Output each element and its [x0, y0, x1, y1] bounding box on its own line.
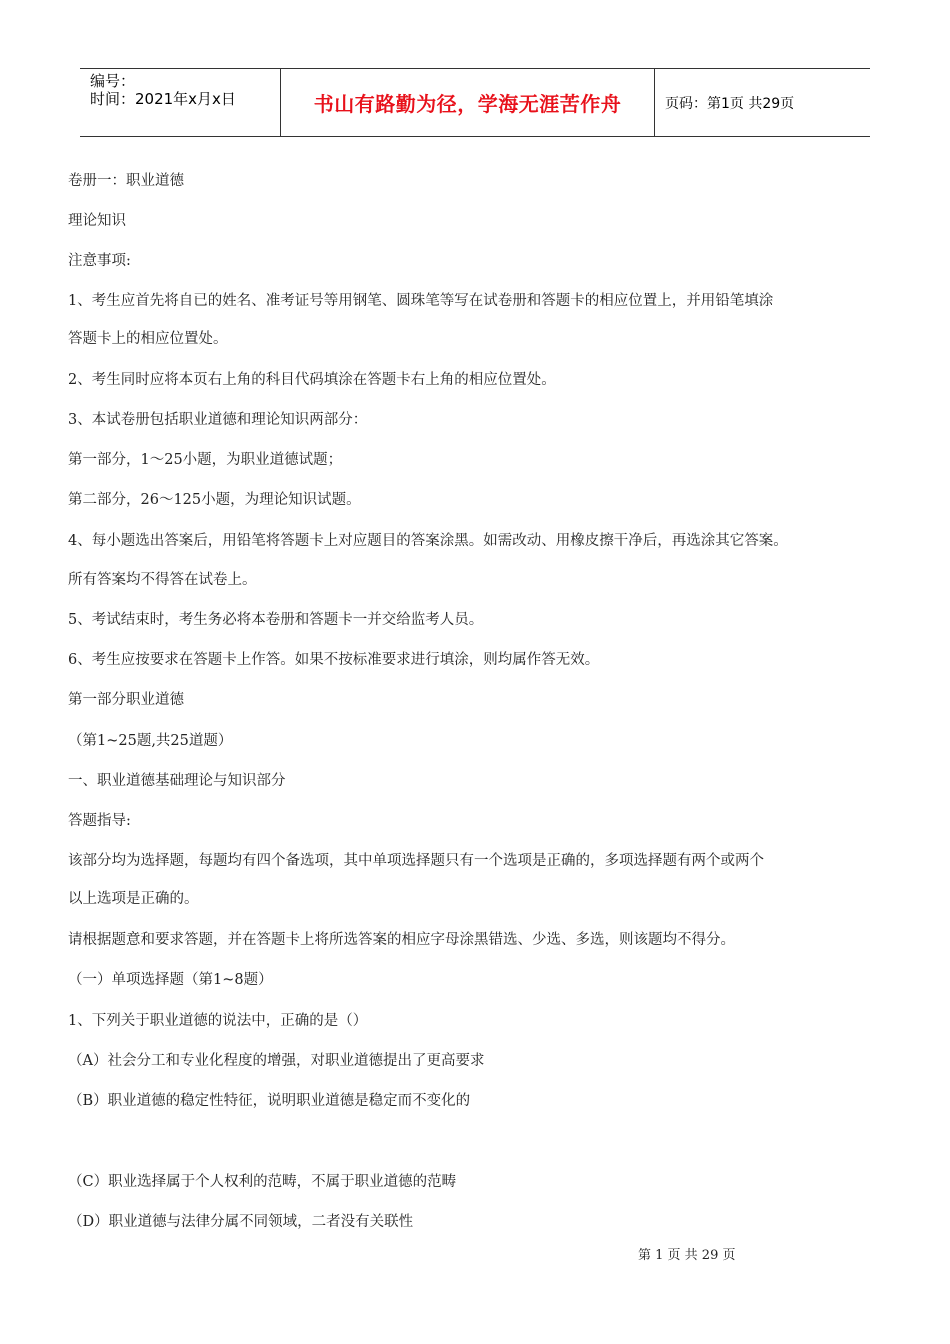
- header-motto: 书山有路勤为径，学海无涯苦作舟: [281, 69, 655, 136]
- header-meta: [80, 69, 281, 136]
- section-title: 理论知识: [68, 213, 126, 229]
- number-label: 编号：: [90, 72, 136, 90]
- notice-item-1: 1、考生应首先将自已的姓名、准考证号等用钢笔、圆珠笔等写在试卷册和答题卡的相应位置上，并用铅笔填涂: [68, 293, 774, 309]
- volume-title: 卷册一：职业道德: [68, 173, 184, 189]
- question-1: 1、下列关于职业道德的说法中，正确的是（）: [68, 1013, 368, 1029]
- header-page-label: 页码：第1页 共29页: [665, 95, 795, 112]
- question-1-option-b: （B）职业道德的稳定性特征，说明职业道德是稳定而不变化的: [68, 1093, 471, 1109]
- notice-item-2: 2、考生同时应将本页右上角的科目代码填涂在答题卡右上角的相应位置处。: [68, 372, 556, 388]
- part-one-subheading: （第1~25题,共25道题）: [68, 733, 233, 749]
- notice-item-4: 4、每小题选出答案后，用铅笔将答题卡上对应题目的答案涂黑。如需改动、用橡皮擦干净后，再选涂其它答案。: [68, 533, 788, 549]
- question-1-option-d: （D）职业道德与法律分属不同领域，二者没有关联性: [68, 1214, 414, 1230]
- date-label: 时间：2021年x月x日: [90, 90, 236, 108]
- question-1-option-c: （C）职业选择属于个人权利的范畴，不属于职业道德的范畴: [68, 1174, 457, 1190]
- page-footer: 第 1 页 共 29 页: [638, 1248, 736, 1263]
- page-header: [80, 68, 870, 137]
- notice-item-4-cont: 所有答案均不得答在试卷上。: [68, 572, 257, 588]
- guidance-heading: 答题指导:: [68, 813, 131, 829]
- notice-item-1-cont: 答题卡上的相应位置处。: [68, 331, 228, 347]
- guidance-instruction: 请根据题意和要求答题，并在答题卡上将所选答案的相应字母涂黑错选、少选、多选，则该题均不得分。: [68, 932, 735, 948]
- notice-item-6: 6、考生应按要求在答题卡上作答。如果不按标准要求进行填涂，则均属作答无效。: [68, 652, 600, 668]
- question-1-option-a: （A）社会分工和专业化程度的增强，对职业道德提出了更高要求: [68, 1053, 485, 1069]
- subsection-heading: 一、职业道德基础理论与知识部分: [68, 773, 286, 789]
- notice-heading: 注意事项:: [68, 253, 131, 269]
- part-one-range: 第一部分，1～25小题，为职业道德试题；: [68, 452, 343, 468]
- notice-item-5: 5、考试结束时，考生务必将本卷册和答题卡一并交给监考人员。: [68, 612, 484, 628]
- guidance-text-cont: 以上选项是正确的。: [68, 891, 199, 907]
- part-two-range: 第二部分，26～125小题，为理论知识试题。: [68, 492, 361, 508]
- notice-item-3: 3、本试卷册包括职业道德和理论知识两部分：: [68, 412, 368, 428]
- part-one-heading: 第一部分职业道德: [68, 692, 184, 708]
- guidance-text: 该部分均为选择题，每题均有四个备选项，其中单项选择题只有一个选项是正确的，多项选择题有两个或两个: [68, 853, 764, 869]
- single-choice-heading: （一）单项选择题（第1~8题）: [68, 972, 273, 988]
